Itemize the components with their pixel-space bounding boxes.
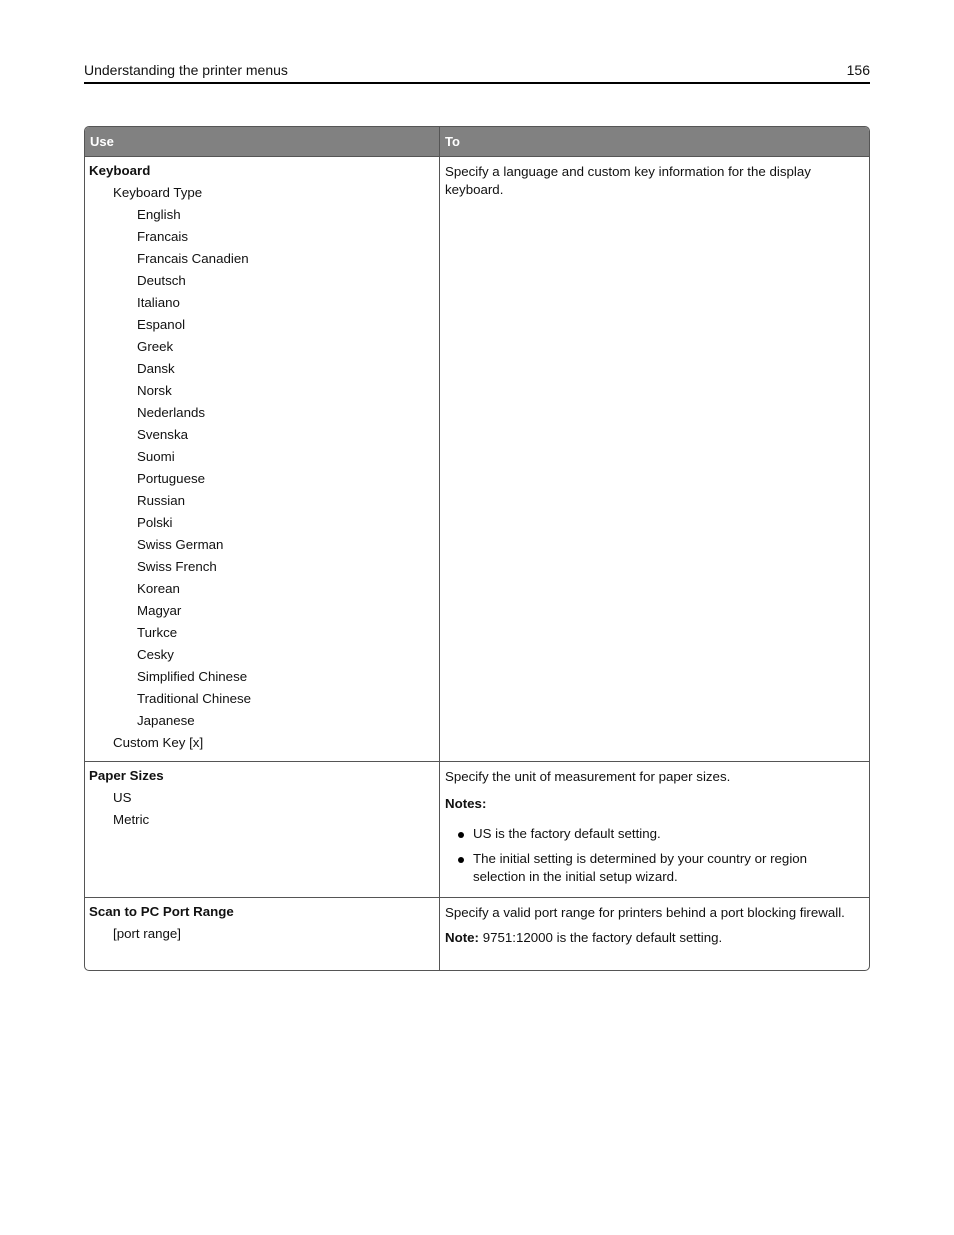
keyboard-language-item: Korean [137, 581, 180, 596]
scan-port-note [445, 929, 845, 947]
table-row-paper-sizes [85, 762, 869, 898]
keyboard-language-item: Simplified Chinese [137, 669, 248, 684]
keyboard-language-item: Nederlands [137, 405, 206, 420]
notes-heading: Notes: [445, 796, 487, 811]
keyboard-language-item: Suomi [137, 449, 175, 464]
table-row-keyboard [85, 157, 869, 762]
keyboard-language-item: Turkce [137, 625, 178, 640]
column-header-use: Use [85, 127, 440, 156]
keyboard-language-item: Norsk [137, 383, 172, 398]
paper-sizes-to-cell [440, 762, 869, 897]
port-range-option: [port range] [113, 926, 182, 941]
scan-port-description: Specify a valid port range for printers behind a port blocking firewall. [445, 905, 845, 920]
custom-key-label: Custom Key [x] [113, 735, 204, 750]
keyboard-description: Specify a language and custom key information for the display keyboard. [445, 164, 811, 197]
menu-table [84, 126, 870, 971]
keyboard-language-item: Portuguese [137, 471, 206, 486]
keyboard-language-item: Francais [137, 229, 188, 244]
keyboard-type-label: Keyboard Type [113, 185, 203, 200]
keyboard-language-item: Greek [137, 339, 174, 354]
table-row-scan-port-range [85, 898, 869, 970]
keyboard-language-item: English [137, 207, 181, 222]
bullet-icon [458, 832, 464, 838]
keyboard-language-item: Espanol [137, 317, 186, 332]
page-header [84, 58, 870, 84]
table-header [85, 127, 869, 157]
keyboard-language-item: Dansk [137, 361, 175, 376]
keyboard-to-cell [440, 157, 869, 761]
paper-sizes-description: Specify the unit of measurement for paper sizes. [445, 769, 731, 784]
keyboard-language-item: Swiss French [137, 559, 217, 574]
scan-port-to-cell [440, 898, 869, 970]
keyboard-language-item: Francais Canadien [137, 251, 249, 266]
column-header-to: To [445, 134, 460, 149]
scan-port-title: Scan to PC Port Range [89, 904, 234, 919]
keyboard-language-item: Traditional Chinese [137, 691, 252, 706]
note-item [445, 825, 845, 843]
notes-list [445, 825, 845, 886]
page-number: 156 [846, 62, 870, 78]
note-item [445, 850, 845, 886]
note-text: 9751:12000 is the factory default setting. [482, 930, 723, 945]
keyboard-use-cell [85, 157, 440, 761]
keyboard-title: Keyboard [89, 163, 151, 178]
keyboard-language-list [89, 207, 439, 735]
note-text: The initial setting is determined by your country or region selection in the initial setup wizard. [473, 851, 808, 884]
keyboard-language-item: Swiss German [137, 537, 224, 552]
keyboard-language-item: Japanese [137, 713, 195, 728]
paper-sizes-title: Paper Sizes [89, 768, 164, 783]
keyboard-language-item: Cesky [137, 647, 174, 662]
bullet-icon [458, 857, 464, 863]
keyboard-language-item: Italiano [137, 295, 180, 310]
paper-size-option-metric: Metric [113, 812, 150, 827]
keyboard-language-item: Deutsch [137, 273, 186, 288]
keyboard-language-item: Russian [137, 493, 186, 508]
keyboard-language-item: Magyar [137, 603, 182, 618]
note-label: Note: [445, 930, 479, 945]
scan-port-use-cell [85, 898, 440, 970]
keyboard-language-item: Polski [137, 515, 173, 530]
page-title: Understanding the printer menus [84, 62, 288, 78]
paper-size-option-us: US [113, 790, 132, 805]
paper-sizes-use-cell [85, 762, 440, 897]
note-text: US is the factory default setting. [473, 826, 661, 841]
keyboard-language-item: Svenska [137, 427, 188, 442]
